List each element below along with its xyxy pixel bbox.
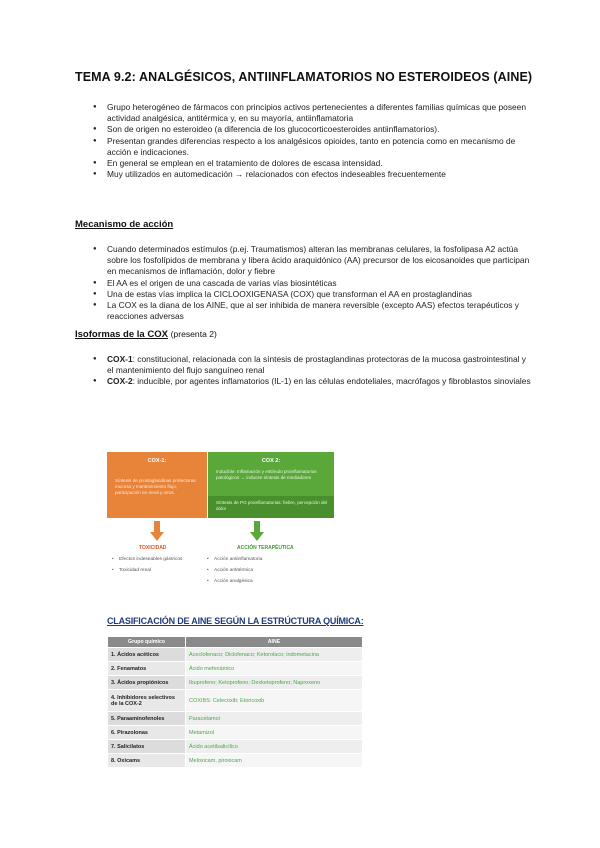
clasificacion-table — [107, 636, 363, 768]
isoform-key: COX-1 — [107, 354, 133, 364]
mecanismo-list — [93, 244, 533, 322]
toxicidad-label: TOXICIDAD — [139, 545, 167, 551]
isoformas-title: Isoformas de la COX — [75, 329, 168, 340]
header-grupo: Grupo químico — [108, 637, 186, 648]
accion-arrow — [252, 521, 262, 541]
accion-item: • Acción analgésica — [207, 579, 262, 585]
isoform-text: : constitucional, relacionada con la síntesis de prostaglandinas protectoras de la mucosa gastrointestinal y el mantenimiento del flujo sanguíneo renal — [107, 354, 526, 376]
isoform-key: COX-2 — [107, 376, 133, 387]
list-item: ● Cuando determinados estímulos (p.ej. Traumatismos) alteran las membranas celulares, la fosfolipasa A2 actúa sobre los fosfolípidos de membrana y libera ácido araquidónico (AA) precursor de los eicosanoides que participan en mecanismos de inflamación, dolor y fiebre — [93, 244, 533, 278]
mecanismo-title: Mecanismo de acción — [75, 219, 174, 230]
table-row — [108, 726, 363, 740]
grupo-cell: 3. Ácidos propiónicos — [108, 676, 186, 690]
page-title: TEMA 9.2: ANALGÉSICOS, ANTIINFLAMATORIOS NO ESTEROIDEOS (AINE) — [75, 70, 533, 84]
toxicidad-item: • Efectos indeseables gástricos — [112, 557, 182, 563]
isoformas-note: (presenta 2) — [170, 329, 217, 339]
aine-cell: Ácido mefenámico — [186, 662, 363, 676]
table-row — [108, 740, 363, 754]
accion-list — [207, 557, 262, 590]
header-aine: AINE — [186, 637, 363, 648]
cox1-box — [107, 452, 207, 518]
list-item: ● Muy utilizados en automedicación → relacionados con efectos indeseables frecuentemente — [93, 169, 533, 180]
grupo-cell: 4. Inhibidores selectivos de la COX-2 — [108, 690, 186, 712]
cox2-bottom-text: Síntesis de PG proinflamatorias: fiebre, percepción del dolor — [216, 500, 328, 511]
list-item: ● Son de origen no esteroideo (a diferencia de los glucocorticoesteroides antiinflamatorios). — [93, 124, 533, 135]
accion-label: ACCIÓN TERAPÉUTICA — [237, 545, 294, 551]
table-row — [108, 712, 363, 726]
grupo-cell: 7. Salicilatos — [108, 740, 186, 754]
list-item — [93, 354, 533, 376]
list-item: ● Una de estas vías implica la CICLOOXIGENASA (COX) que transforman el AA en prostaglandinas — [93, 289, 533, 300]
cox2-title: COX 2: — [261, 458, 281, 464]
cox2-text: Inducible: Inflamación y estímulo proinflamatorios patológicos → inducen síntesis de mediadores — [216, 469, 317, 480]
list-item: ● Presentan grandes diferencias respecto a los analgésicos opioides, tanto en potencia como en mecanismo de acción e indicaciones. — [93, 136, 533, 158]
grupo-cell: 2. Fenamatos — [108, 662, 186, 676]
list-item: ● La COX es la diana de los AINE, que al ser inhibida de manera reversible (excepto AAS) efectos terapéuticos y reacciones adversas — [93, 300, 533, 322]
intro-list — [93, 102, 533, 180]
table-header-row — [108, 637, 363, 648]
aine-cell: Meloxicam, piroxicam — [186, 754, 363, 768]
cox1-title: COX-1: — [147, 458, 167, 464]
cox2-box — [208, 452, 334, 518]
cox2-bottom-band — [208, 496, 334, 518]
table-row — [108, 754, 363, 768]
accion-item: • Acción antiinflamatoria — [207, 557, 262, 563]
table-row — [108, 662, 363, 676]
table-row — [108, 676, 363, 690]
list-item — [93, 376, 533, 387]
aine-cell: Ibuprofeno; Ketoprofeno; Dexketoprofeno; Naproxeno — [186, 676, 363, 690]
toxicidad-list — [112, 557, 182, 579]
toxicidad-item: • Toxicidad renal — [112, 568, 182, 574]
isoform-text: : inducible, por agentes inflamatorios (IL-1) en las células endoteliales, macrófagos y fibroblastos sinoviales — [132, 376, 531, 387]
toxicidad-arrow — [152, 521, 162, 541]
clasificacion-title: CLASIFICACIÓN DE AINE SEGÚN LA ESTRÚCTURA QUÍMICA: — [107, 616, 364, 626]
grupo-cell: 8. Oxicams — [108, 754, 186, 768]
isoformas-heading — [75, 329, 217, 340]
list-item: ● En general se emplean en el tratamiento de dolores de escasa intensidad. — [93, 158, 533, 169]
aine-cell: Paracetamol — [186, 712, 363, 726]
mecanismo-heading — [75, 219, 173, 230]
accion-item: • Acción antitérmica — [207, 568, 262, 574]
list-item: ● El AA es el origen de una cascada de varias vías biosintéticas — [93, 278, 533, 289]
grupo-cell: 6. Pirazolonas — [108, 726, 186, 740]
table-row — [108, 690, 363, 712]
isoformas-list — [93, 354, 533, 388]
aine-cell: Aceclofenaco; Diclofenaco; Ketorolaco; indometacina — [186, 648, 363, 662]
aine-cell: Ácido acetilsalicílico — [186, 740, 363, 754]
aine-cell: COXIBS: Celecoxib; Etoricoxib — [186, 690, 363, 712]
grupo-cell: 1. Ácidos acéticos — [108, 648, 186, 662]
table-row — [108, 648, 363, 662]
grupo-cell: 5. Paraaminofenoles — [108, 712, 186, 726]
cox1-text: Síntesis de prostaglandinas protectoras mucosa y mantenimiento flujo, participación en renal y otros. — [115, 478, 196, 495]
list-item: ● Grupo heterogéneo de fármacos con principios activos pertenecientes a diferentes familias químicas que poseen actividad analgésica, antitérmica y, en su mayoría, antiinflamatoria — [93, 102, 533, 124]
aine-cell: Metamizol — [186, 726, 363, 740]
